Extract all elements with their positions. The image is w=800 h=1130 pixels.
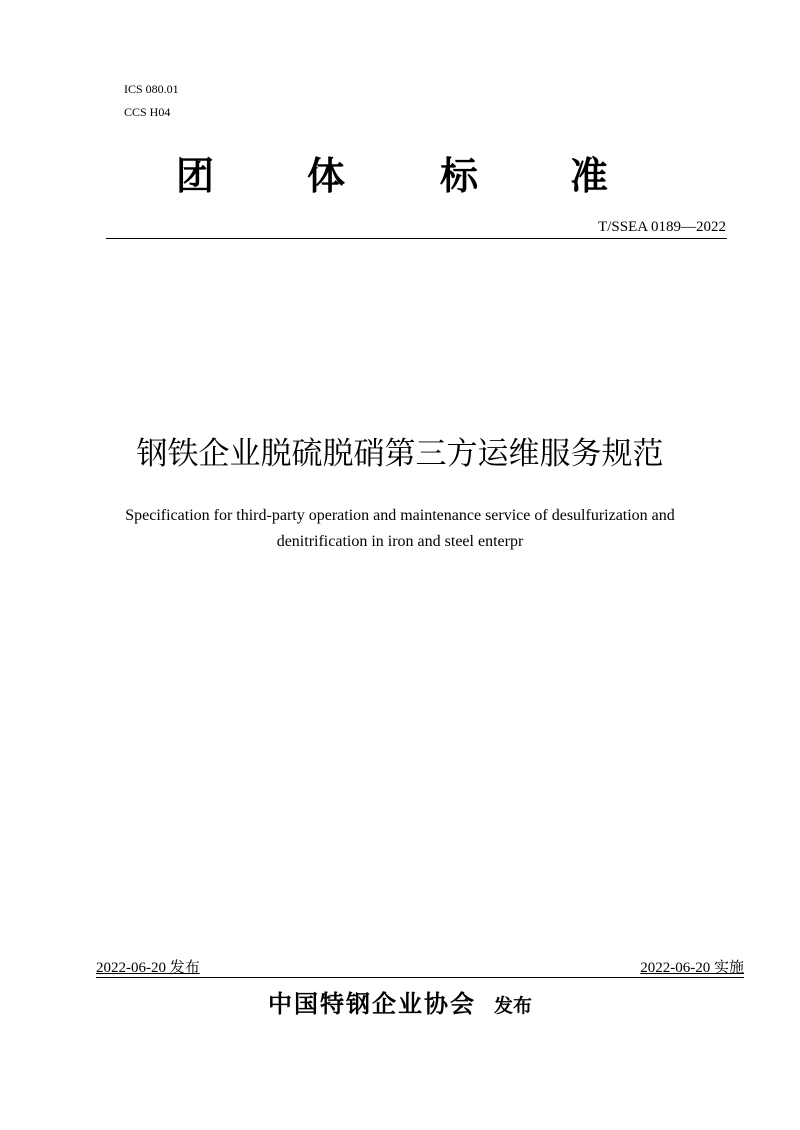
header-divider: [106, 238, 727, 239]
standard-number: T/SSEA 0189—2022: [598, 219, 726, 235]
standard-type-char: 准: [570, 153, 609, 198]
implementation-date: 2022-06-20 实施: [640, 960, 744, 976]
standard-type-heading: [0, 152, 800, 202]
document-title-zh: 钢铁企业脱硫脱硝第三方运维服务规范: [136, 436, 664, 472]
publish-date: 2022-06-20 发布: [96, 960, 200, 976]
standard-type-char: 标: [440, 153, 479, 198]
standard-type-char: 体: [307, 153, 346, 198]
publisher-line: [0, 988, 800, 1022]
document-title-en-line2: denitrification in iron and steel enterpr: [276, 533, 524, 550]
ics-code: ICS 080.01: [124, 82, 179, 96]
publish-label: 发布: [493, 995, 532, 1017]
document-title-en-line1: Specification for third-party operation and maintenance service of desulfurization and: [125, 507, 675, 524]
standard-type-char: 团: [176, 153, 215, 198]
footer-divider: [96, 977, 744, 978]
publisher-name: 中国特钢企业协会: [267, 989, 476, 1018]
ccs-code: CCS H04: [124, 105, 171, 119]
